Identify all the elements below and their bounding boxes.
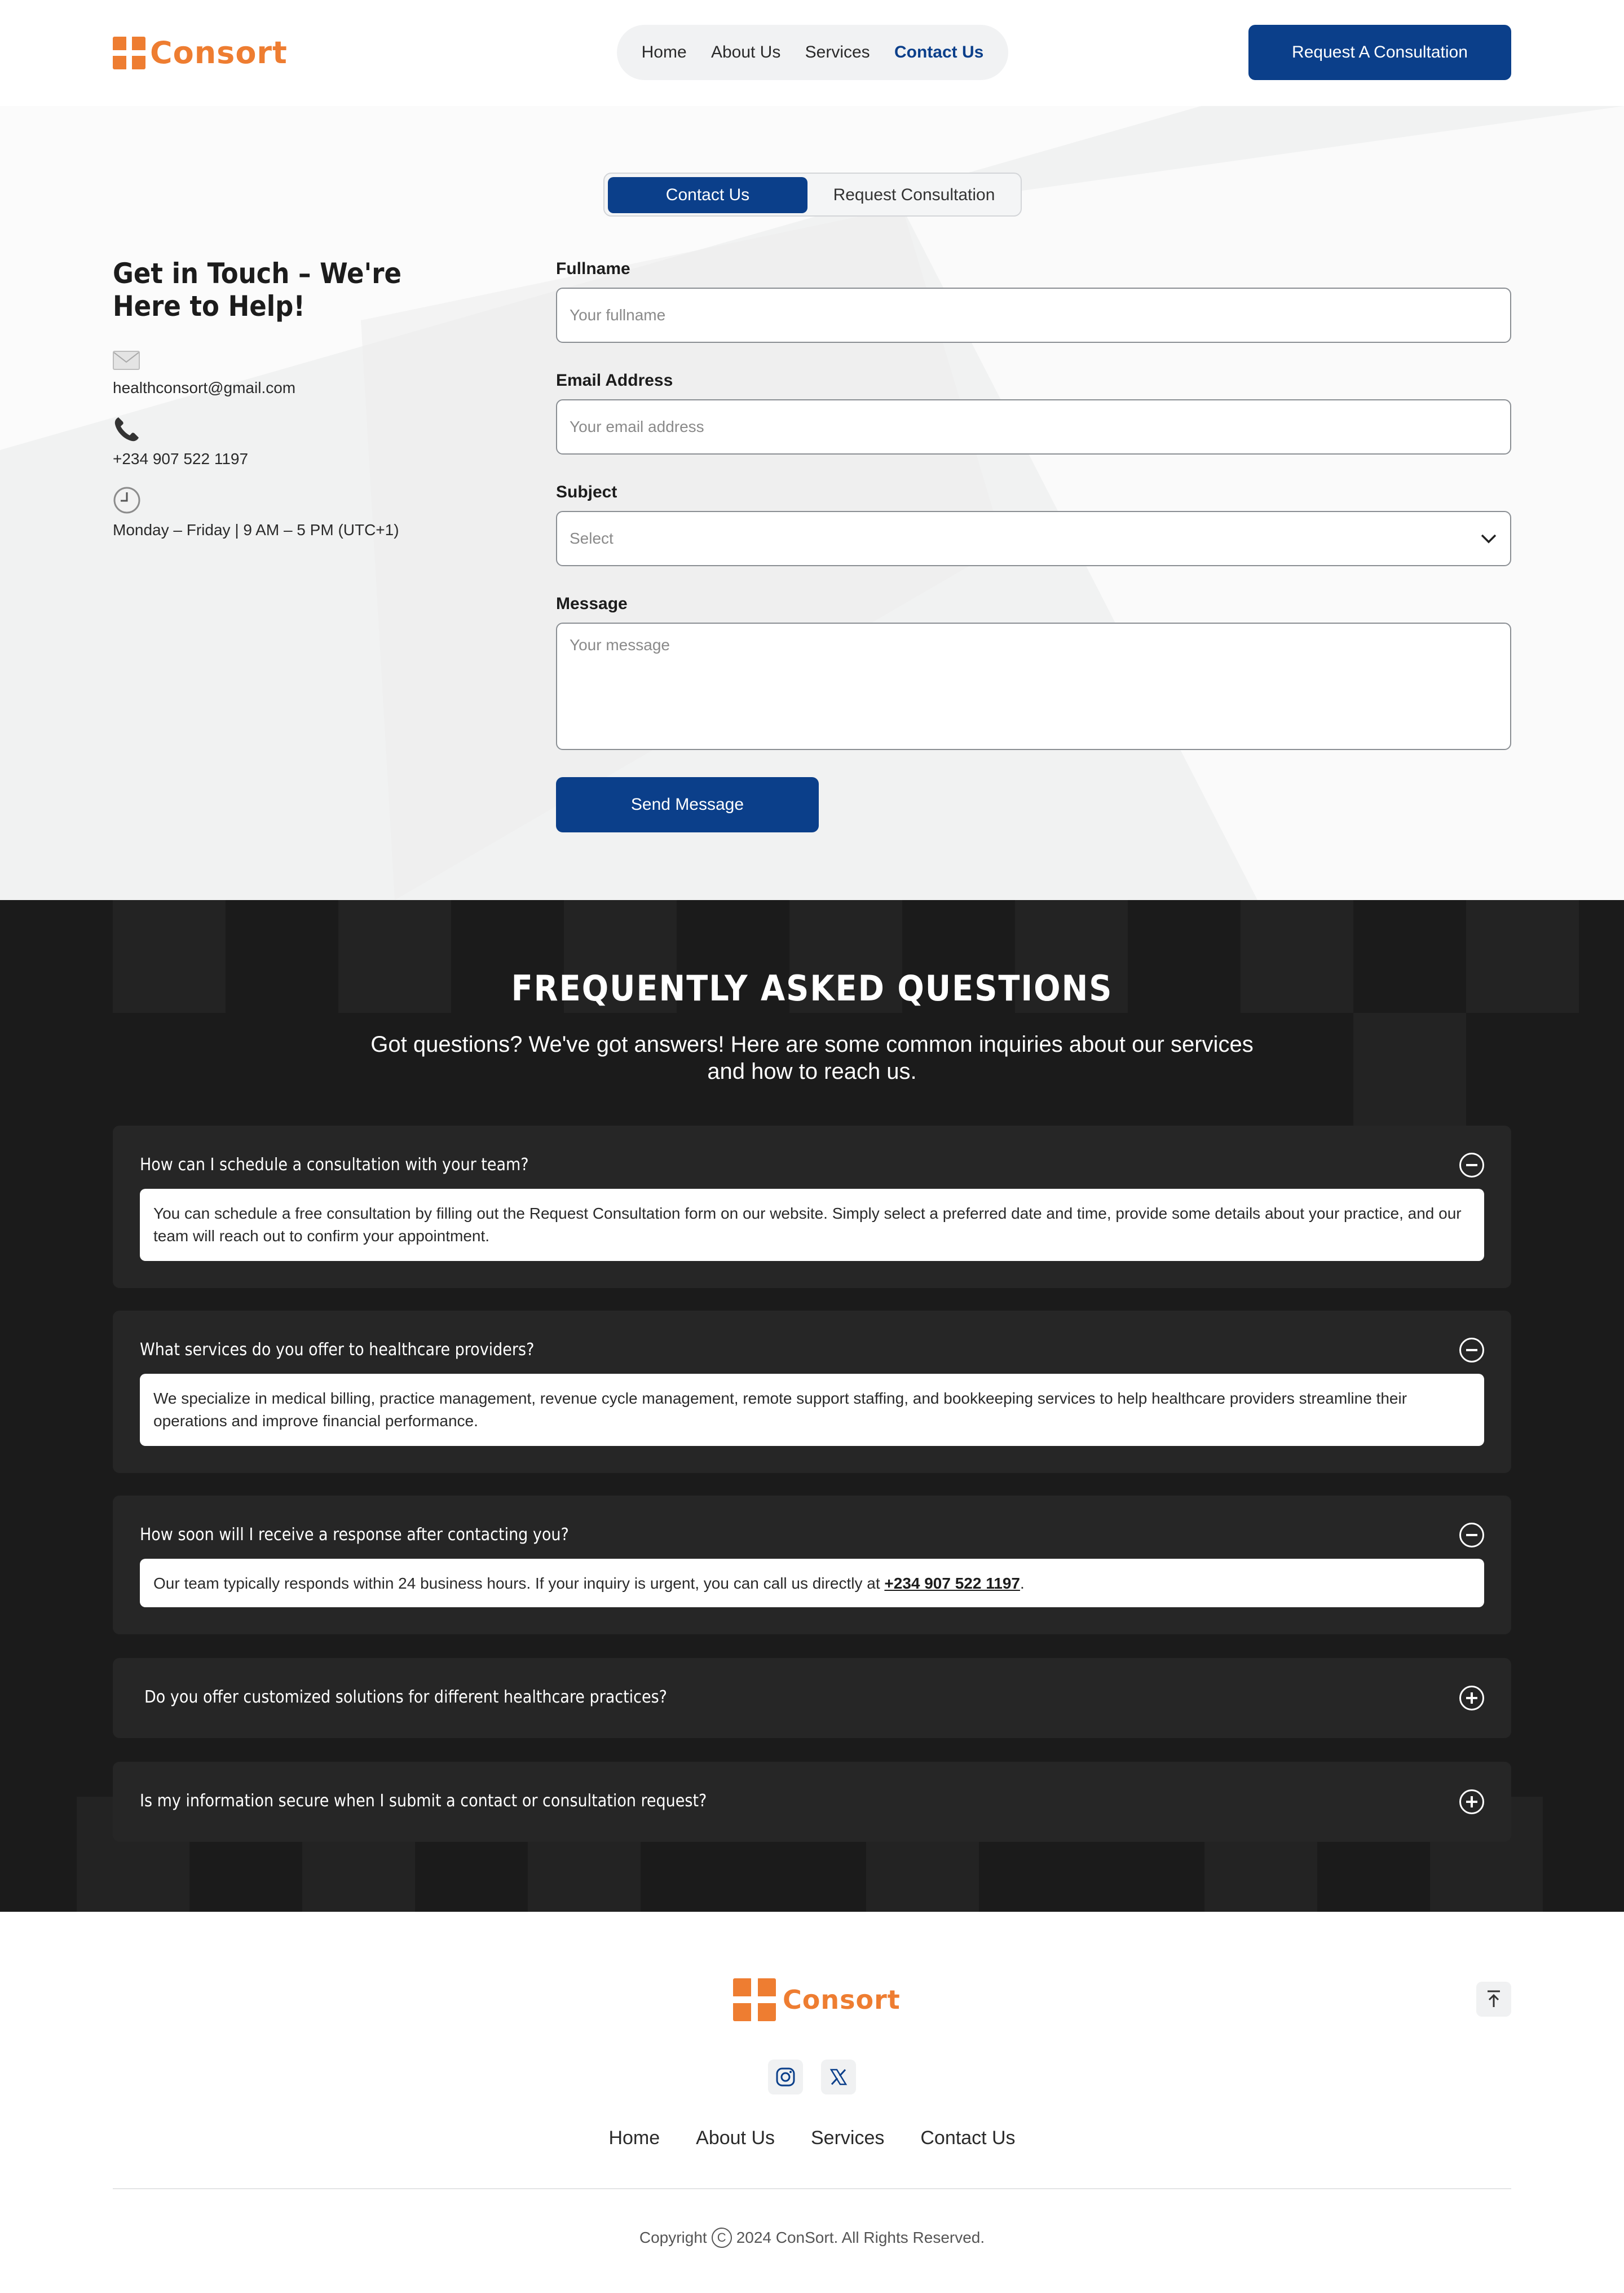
arrow-up-icon [1485,1990,1502,2009]
phone-icon [113,415,141,443]
expand-icon[interactable] [1459,1686,1484,1710]
faq-section [0,900,1624,1912]
form-tabs [603,173,1022,217]
x-link[interactable] [821,2060,856,2094]
footer-nav-about-us[interactable]: About Us [696,2127,775,2149]
subject-label: Subject [556,483,617,501]
footer-logo[interactable] [733,1978,901,2021]
faq-question[interactable]: Do you offer customized solutions for different healthcare practices? [144,1687,668,1707]
faq-item [113,1126,1511,1288]
x-icon [829,2067,848,2087]
footer-nav [0,2127,1624,2149]
footer-nav-home[interactable]: Home [608,2127,660,2149]
message-label: Message [556,594,628,613]
fullname-input[interactable] [556,288,1511,343]
nav-about-us[interactable]: About Us [710,43,781,61]
contact-phone[interactable]: +234 907 522 1197 [113,450,249,468]
main-nav [617,25,1008,80]
request-consultation-button[interactable]: Request A Consultation [1248,25,1511,80]
instagram-icon [775,2067,796,2087]
faq-answer: Our team typically responds within 24 business hours. If your inquiry is urgent, you can call us directly at +234 907 522 1197. [140,1559,1484,1607]
collapse-icon[interactable] [1459,1523,1484,1547]
chevron-down-icon [1480,533,1498,544]
logo-mark-icon [733,1978,776,2021]
site-footer [0,1912,1624,2293]
footer-nav-services[interactable]: Services [811,2127,885,2149]
site-header [0,0,1624,106]
contact-section [0,106,1624,900]
logo-wordmark: Consort [150,35,288,70]
faq-title: FREQUENTLY ASKED QUESTIONS [511,968,1113,1009]
faq-question[interactable]: How soon will I receive a response after contacting you? [140,1525,569,1545]
faq-item [113,1496,1511,1634]
faq-item[interactable] [113,1762,1511,1842]
faq-phone-link[interactable]: +234 907 522 1197 [884,1575,1020,1592]
tab-contact-us[interactable]: Contact Us [608,177,807,213]
footer-divider [113,2188,1511,2189]
contact-email[interactable]: healthconsort@gmail.com [113,379,296,396]
mail-icon [113,351,140,370]
footer-nav-contact-us[interactable]: Contact Us [920,2127,1016,2149]
brand-logo[interactable] [113,35,288,70]
message-textarea[interactable] [556,623,1511,750]
contact-title: Get in Touch – We're Here to Help! [113,257,401,323]
faq-answer: We specialize in medical billing, practice management, revenue cycle management, remote support staffing, and bookkeeping services to help healthcare providers streamline their operations and improve financial performance. [140,1374,1484,1446]
copyright-icon: C [712,2228,732,2248]
faq-answer: You can schedule a free consultation by filling out the Request Consultation form on our website. Simply select a preferred date and time, provide some details about your practice, and our team will reach out to confirm your appointment. [140,1189,1484,1261]
subject-select-value: Select [570,530,614,547]
copyright: Copyright C 2024 ConSort. All Rights Reserved. [0,2228,1624,2248]
email-label: Email Address [556,371,673,390]
logo-mark-icon [113,37,145,69]
expand-icon[interactable] [1459,1789,1484,1814]
send-message-button[interactable]: Send Message [556,777,819,832]
subject-select[interactable] [556,511,1511,566]
faq-question[interactable]: How can I schedule a consultation with your team? [140,1155,529,1175]
faq-item [113,1311,1511,1473]
tab-request-consultation[interactable]: Request Consultation [833,186,995,204]
instagram-link[interactable] [768,2060,803,2094]
collapse-icon[interactable] [1459,1153,1484,1178]
email-input[interactable] [556,399,1511,455]
collapse-icon[interactable] [1459,1338,1484,1362]
faq-item[interactable] [113,1658,1511,1738]
logo-wordmark: Consort [783,1985,901,2015]
nav-contact-us[interactable]: Contact Us [894,43,984,61]
faq-subtitle: Got questions? We've got answers! Here are some common inquiries about our services and how to reach us. [370,1032,1254,1084]
contact-hours: Monday – Friday | 9 AM – 5 PM (UTC+1) [113,521,399,539]
nav-home[interactable]: Home [641,43,687,61]
faq-question[interactable]: What services do you offer to healthcare providers? [140,1340,535,1360]
faq-question[interactable]: Is my information secure when I submit a contact or consultation request? [140,1791,707,1811]
scroll-to-top-button[interactable] [1476,1982,1511,2017]
nav-services[interactable]: Services [805,43,870,61]
clock-icon [113,486,141,514]
fullname-label: Fullname [556,259,630,278]
